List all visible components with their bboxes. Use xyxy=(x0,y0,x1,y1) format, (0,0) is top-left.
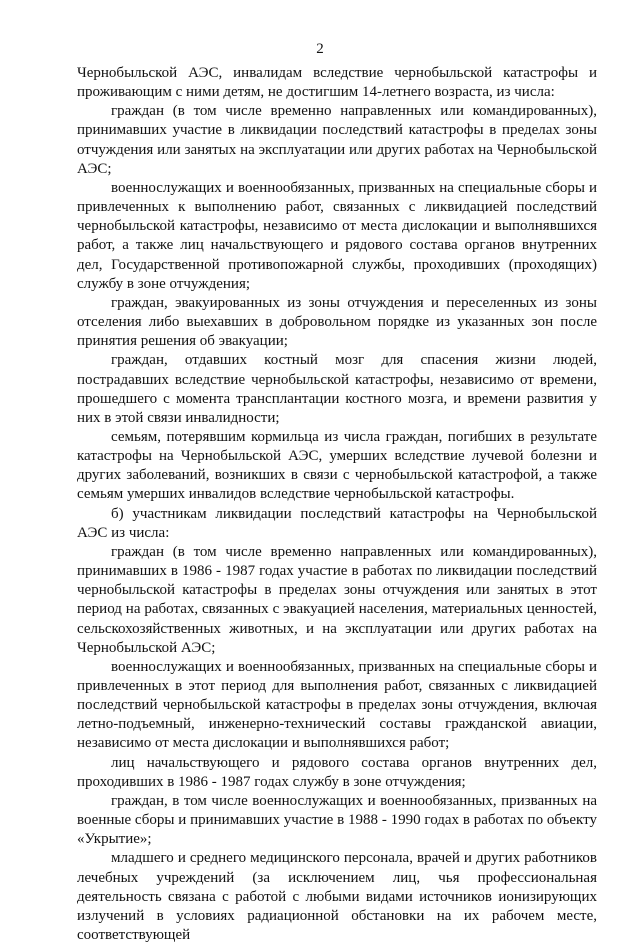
paragraph: младшего и среднего медицинского персонала, врачей и других работников лечебных учреждений (за исключением лиц, чья профессиональная деятельность связана с работой с любыми видами источников ионизирующих излучений в условиях радиационной обстановки на их рабочем месте, соответствующей xyxy=(77,850,597,944)
paragraph: б) участникам ликвидации последствий катастрофы на Чернобыльской АЭС из числа: xyxy=(77,505,597,541)
page-number: 2 xyxy=(316,41,324,57)
paragraph: граждан (в том числе временно направленных или командированных), принимавших участие в ликвидации последствий катастрофы в пределах зоны отчуждения или занятых на эксплуатации или других работах на Чернобыльской АЭС; xyxy=(77,103,597,177)
paragraph: военнослужащих и военнообязанных, призванных на специальные сборы и привлеченных к выполнению работ, связанных с ликвидацией последствий чернобыльской катастрофы, независимо от места дислокации и выполнявшихся работ, а также лиц начальствующего и рядового состава органов внутренних дел, Государственной противопожарной службы, проходивших (проходящих) службу в зоне отчуждения; xyxy=(77,179,597,292)
paragraph: Чернобыльской АЭС, инвалидам вследствие чернобыльской катастрофы и проживающим с ними детям, не достигшим 14-летнего возраста, из числа: xyxy=(77,65,597,101)
document-body xyxy=(77,64,597,945)
paragraph: военнослужащих и военнообязанных, призванных на специальные сборы и привлеченных в этот период для выполнения работ, связанных с ликвидацией последствий чернобыльской катастрофы в пределах зоны отчуждения, включая летно-подъемный, инженерно-технический составы гражданской авиации, независимо от места дислокации и выполнявшихся работ; xyxy=(77,658,597,752)
paragraph: граждан, отдавших костный мозг для спасения жизни людей, пострадавших вследствие чернобыльской катастрофы, независимо от времени, прошедшего с момента трансплантации костного мозга, и времени развития у них в этой связи инвалидности; xyxy=(77,352,597,426)
paragraph: граждан, эвакуированных из зоны отчуждения и переселенных из зоны отселения либо выехавших в добровольном порядке из указанных зон после принятия решения об эвакуации; xyxy=(77,294,597,350)
paragraph: семьям, потерявшим кормильца из числа граждан, погибших в результате катастрофы на Чернобыльской АЭС, умерших вследствие лучевой болезни и других заболеваний, возникших в связи с чернобыльской катастрофой, а также семьям умерших инвалидов вследствие чернобыльской катастрофы. xyxy=(77,428,597,503)
paragraph: лиц начальствующего и рядового состава органов внутренних дел, проходивших в 1986 - 1987 годах службу в зоне отчуждения; xyxy=(77,754,597,790)
paragraph: граждан (в том числе временно направленных или командированных), принимавших в 1986 - 1987 годах участие в работах по ликвидации последствий чернобыльской катастрофы в пределах зоны отчуждения или занятых в этот период на работах, связанных с эвакуацией населения, материальных ценностей, сельскохозяйственных животных, и на эксплуатации или других работах на Чернобыльской АЭС; xyxy=(77,543,597,656)
paragraph: граждан, в том числе военнослужащих и военнообязанных, призванных на военные сборы и принимавших участие в 1988 - 1990 годах в работах по объекту «Укрытие»; xyxy=(77,792,597,848)
